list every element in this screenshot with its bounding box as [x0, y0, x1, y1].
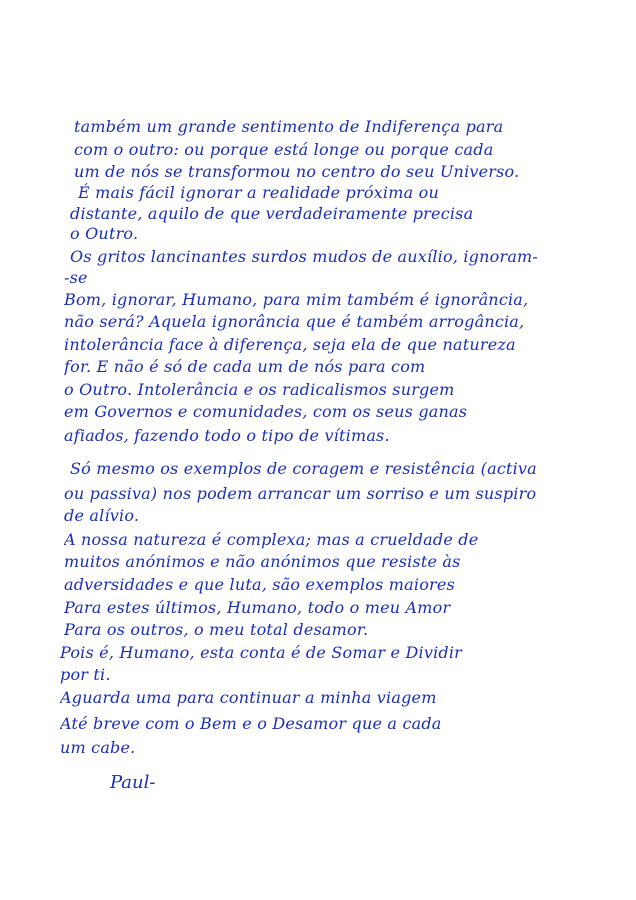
letter-line: Aguarda uma para continuar a minha viagem: [60, 688, 437, 707]
letter-line: um de nós se transformou no centro do seu Universo.: [74, 162, 520, 181]
letter-line: Para estes últimos, Humano, todo o meu Amor: [64, 598, 451, 617]
letter-line: É mais fácil ignorar a realidade próxima ou: [78, 183, 439, 202]
letter-line: adversidades e que luta, são exemplos maiores: [64, 575, 455, 594]
signature: Paul-: [110, 772, 156, 793]
letter-line: Até breve com o Bem e o Desamor que a cada: [60, 714, 442, 733]
letter-line: não será? Aquela ignorância que é também arrogância,: [64, 312, 525, 331]
letter-line: o Outro.: [70, 224, 139, 243]
letter-line: distante, aquilo de que verdadeiramente precisa: [70, 204, 474, 223]
letter-line: afiados, fazendo todo o tipo de vítimas.: [64, 426, 390, 445]
letter-line: em Governos e comunidades, com os seus ganas: [64, 402, 468, 421]
letter-line: for. E não é só de cada um de nós para com: [64, 357, 426, 376]
letter-line: de alívio.: [64, 506, 140, 525]
letter-line: intolerância face à diferença, seja ela de que natureza: [64, 335, 516, 354]
letter-line: também um grande sentimento de Indiferença para: [74, 117, 504, 136]
letter-line: muitos anónimos e não anónimos que resiste às: [64, 552, 461, 571]
letter-line: ou passiva) nos podem arrancar um sorriso e um suspiro: [64, 484, 537, 503]
letter-line: Para os outros, o meu total desamor.: [64, 620, 369, 639]
letter-line: A nossa natureza é complexa; mas a crueldade de: [64, 530, 479, 549]
letter-line: Bom, ignorar, Humano, para mim também é ignorância,: [64, 290, 529, 309]
letter-line: por ti.: [60, 665, 111, 684]
letter-line: -se: [64, 268, 88, 287]
letter-line: Só mesmo os exemplos de coragem e resistência (activa: [70, 459, 537, 478]
letter-line: Os gritos lancinantes surdos mudos de auxílio, ignoram-: [70, 247, 539, 266]
letter-line: o Outro. Intolerância e os radicalismos surgem: [64, 380, 455, 399]
letter-line: com o outro: ou porque está longe ou porque cada: [74, 140, 494, 159]
letter-line: Pois é, Humano, esta conta é de Somar e Dividir: [60, 643, 463, 662]
letter-line: um cabe.: [60, 738, 136, 757]
